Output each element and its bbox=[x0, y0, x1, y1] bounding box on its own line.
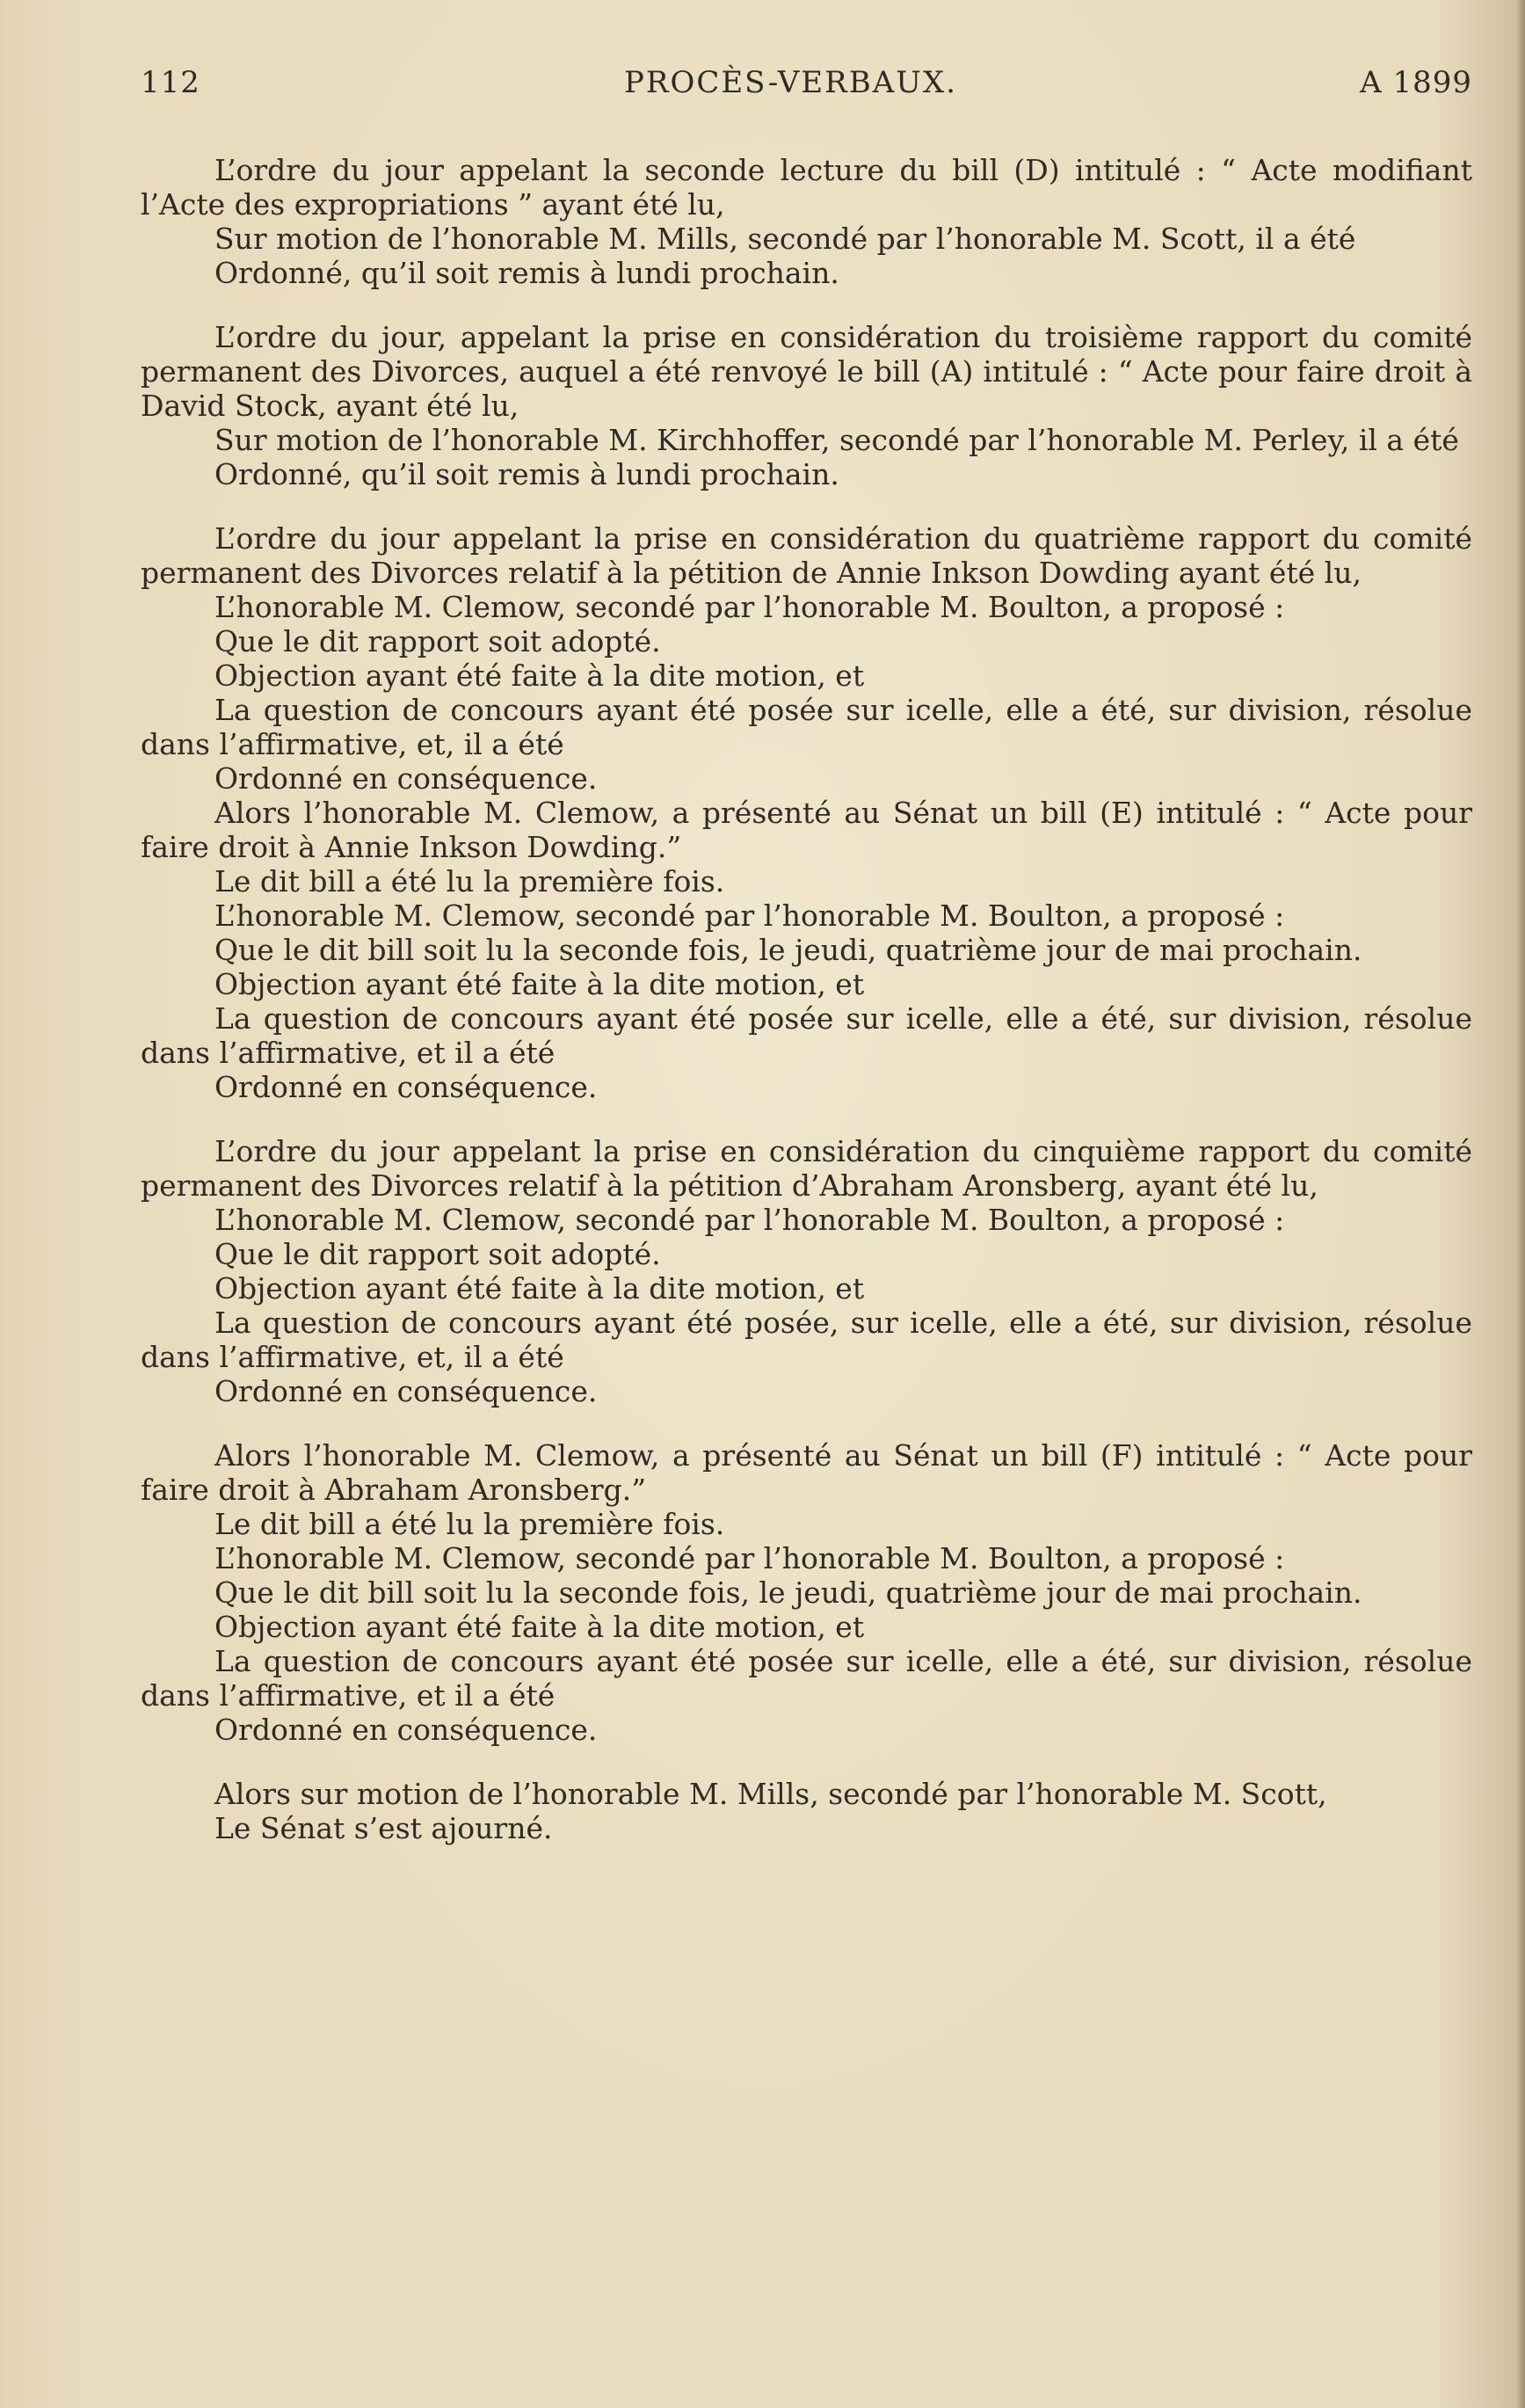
paragraph: L’ordre du jour appelant la seconde lecture du bill (D) intitulé : “ Acte modifiant l’Acte des expropriations ” ayant été lu, bbox=[141, 153, 1472, 222]
paragraph: Objection ayant été faite à la dite motion, et bbox=[214, 658, 865, 693]
entry-adjournment bbox=[141, 1777, 1472, 1845]
paragraph: Ordonné en conséquence. bbox=[214, 1070, 598, 1104]
entry-bill-f bbox=[141, 1438, 1472, 1747]
minutes-body bbox=[141, 153, 1472, 1845]
paragraph: Le dit bill a été lu la première fois. bbox=[214, 1507, 725, 1541]
entry-fourth-report bbox=[141, 521, 1472, 1104]
paragraph: Alors l’honorable M. Clemow, a présenté au Sénat un bill (E) intitulé : “ Acte pour faire droit à Annie Inkson Dowding.” bbox=[141, 796, 1472, 864]
paragraph: Objection ayant été faite à la dite motion, et bbox=[214, 1271, 865, 1306]
paragraph: Objection ayant été faite à la dite motion, et bbox=[214, 1610, 865, 1644]
paragraph: Ordonné en conséquence. bbox=[214, 1713, 598, 1747]
entry-third-report bbox=[141, 320, 1472, 491]
paragraph: L’honorable M. Clemow, secondé par l’honorable M. Boulton, a proposé : bbox=[214, 898, 1285, 933]
page-number: 112 bbox=[141, 65, 200, 100]
entry-bill-d bbox=[141, 153, 1472, 290]
paragraph: Que le dit bill soit lu la seconde fois, le jeudi, quatrième jour de mai prochain. bbox=[214, 933, 1362, 967]
paragraph: La question de concours ayant été posée sur icelle, elle a été, sur division, résolue dans l’affirmative, et il a été bbox=[141, 1001, 1472, 1070]
page-edge-shadow bbox=[1516, 0, 1525, 2408]
paragraph: Le dit bill a été lu la première fois. bbox=[214, 864, 725, 898]
paragraph: L’honorable M. Clemow, secondé par l’honorable M. Boulton, a proposé : bbox=[214, 1541, 1285, 1575]
paragraph: Ordonné, qu’il soit remis à lundi prochain. bbox=[214, 457, 839, 491]
session-year: A 1899 bbox=[1360, 65, 1472, 100]
paragraph: Que le dit rapport soit adopté. bbox=[214, 624, 661, 658]
paragraph: La question de concours ayant été posée sur icelle, elle a été, sur division, résolue dans l’affirmative, et, il a été bbox=[141, 693, 1472, 761]
paragraph: Objection ayant été faite à la dite motion, et bbox=[214, 967, 865, 1001]
paragraph: Ordonné en conséquence. bbox=[214, 1374, 598, 1408]
paragraph: L’ordre du jour appelant la prise en considération du cinquième rapport du comité permanent des Divorces relatif à la pétition d’Abraham Aronsberg, ayant été lu, bbox=[141, 1134, 1472, 1203]
entry-fifth-report bbox=[141, 1134, 1472, 1408]
paragraph: Ordonné, qu’il soit remis à lundi prochain. bbox=[214, 256, 839, 290]
paragraph: Sur motion de l’honorable M. Mills, secondé par l’honorable M. Scott, il a été bbox=[214, 222, 1356, 256]
paragraph: Sur motion de l’honorable M. Kirchhoffer, secondé par l’honorable M. Perley, il a été bbox=[214, 423, 1459, 457]
paragraph: La question de concours ayant été posée sur icelle, elle a été, sur division, résolue dans l’affirmative, et il a été bbox=[141, 1644, 1472, 1713]
paragraph: L’honorable M. Clemow, secondé par l’honorable M. Boulton, a proposé : bbox=[214, 1203, 1285, 1237]
paragraph: Que le dit rapport soit adopté. bbox=[214, 1237, 661, 1271]
paragraph: L’ordre du jour, appelant la prise en considération du troisième rapport du comité permanent des Divorces, auquel a été renvoyé le bill (A) intitulé : “ Acte pour faire droit à David Stock, ayant été lu, bbox=[141, 320, 1472, 423]
paragraph: Alors l’honorable M. Clemow, a présenté au Sénat un bill (F) intitulé : “ Acte pour faire droit à Abraham Aronsberg.” bbox=[141, 1438, 1472, 1507]
paragraph: Que le dit bill soit lu la seconde fois, le jeudi, quatrième jour de mai prochain. bbox=[214, 1575, 1362, 1610]
running-title: PROCÈS-VERBAUX. bbox=[624, 65, 957, 100]
paragraph: L’ordre du jour appelant la prise en considération du quatrième rapport du comité permanent des Divorces relatif à la pétition de Annie Inkson Dowding ayant été lu, bbox=[141, 521, 1472, 590]
page-header bbox=[141, 65, 1472, 109]
paragraph: Alors sur motion de l’honorable M. Mills, secondé par l’honorable M. Scott, bbox=[214, 1777, 1327, 1811]
paragraph: La question de concours ayant été posée, sur icelle, elle a été, sur division, résolue dans l’affirmative, et, il a été bbox=[141, 1306, 1472, 1374]
paragraph: Ordonné en conséquence. bbox=[214, 761, 598, 796]
paragraph: Le Sénat s’est ajourné. bbox=[214, 1811, 553, 1845]
paragraph: L’honorable M. Clemow, secondé par l’honorable M. Boulton, a proposé : bbox=[214, 590, 1285, 624]
